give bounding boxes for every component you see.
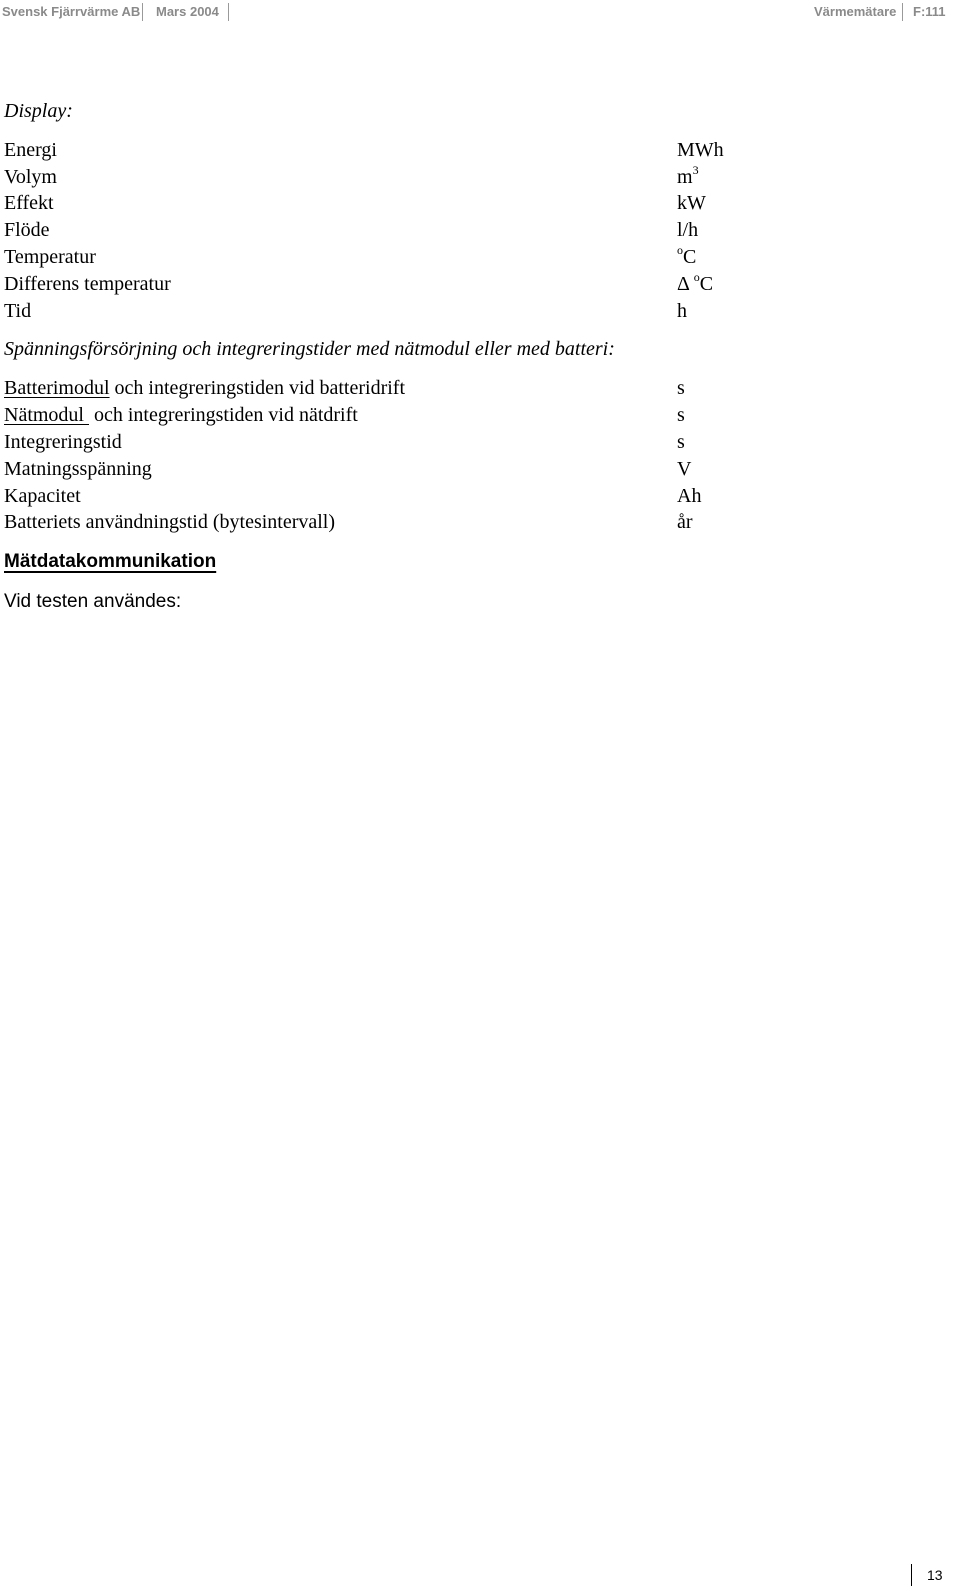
comm-text: Vid testen användes: (4, 591, 182, 612)
power-label-rest: och integreringstiden vid nätdrift (89, 404, 358, 426)
power-label: Batteriets användningstid (bytesintervall) (4, 511, 336, 533)
header-divider (142, 3, 143, 21)
power-label: Integreringstid (4, 431, 122, 453)
power-label-underlined: Nätmodul (4, 404, 89, 426)
display-label: Tid (4, 300, 32, 322)
display-label: Temperatur (4, 246, 96, 268)
comm-heading: Mätdatakommunikation (4, 551, 217, 572)
power-label: Matningsspänning (4, 458, 152, 480)
power-label-underlined: Batterimodul (4, 377, 110, 399)
unit-base: C (699, 273, 714, 295)
power-unit: s (677, 404, 685, 426)
display-label: Volym (4, 166, 57, 188)
power-unit: s (677, 377, 685, 399)
power-label-rest: och integreringstiden vid batteridrift (109, 377, 406, 399)
power-unit: år (677, 511, 693, 533)
delta-symbol: Δ (677, 273, 694, 295)
power-heading: Spänningsförsörjning och integreringstider med nätmodul eller med batteri: (4, 338, 615, 360)
header-divider (902, 3, 903, 21)
unit-superscript: 3 (692, 163, 699, 177)
display-unit: h (677, 300, 687, 322)
unit-base: m (677, 166, 693, 188)
display-unit: MWh (677, 139, 724, 161)
display-unit (677, 272, 713, 296)
page-number: 13 (927, 1567, 943, 1583)
display-unit (677, 165, 699, 189)
power-label (4, 376, 405, 400)
degree-symbol: o (677, 243, 683, 257)
display-label: Energi (4, 139, 57, 161)
power-unit: Ah (677, 485, 702, 507)
display-label: Effekt (4, 192, 54, 214)
display-label: Flöde (4, 219, 50, 241)
header-subject: Värmemätare (814, 4, 897, 19)
display-label: Differens temperatur (4, 273, 171, 295)
page-number-divider (911, 1564, 912, 1586)
display-heading: Display: (4, 100, 73, 122)
power-label: Kapacitet (4, 485, 81, 507)
display-unit (677, 245, 696, 269)
power-unit: V (677, 458, 692, 480)
header-company: Svensk Fjärrvärme AB (2, 4, 141, 19)
unit-base: C (683, 246, 697, 268)
header-date: Mars 2004 (156, 4, 219, 19)
display-unit: l/h (677, 219, 699, 241)
power-label (4, 403, 358, 427)
power-unit: s (677, 431, 685, 453)
header-divider (228, 3, 229, 21)
header-doc-id: F:111 (913, 4, 946, 19)
display-unit: kW (677, 192, 706, 214)
degree-symbol: o (693, 270, 700, 284)
